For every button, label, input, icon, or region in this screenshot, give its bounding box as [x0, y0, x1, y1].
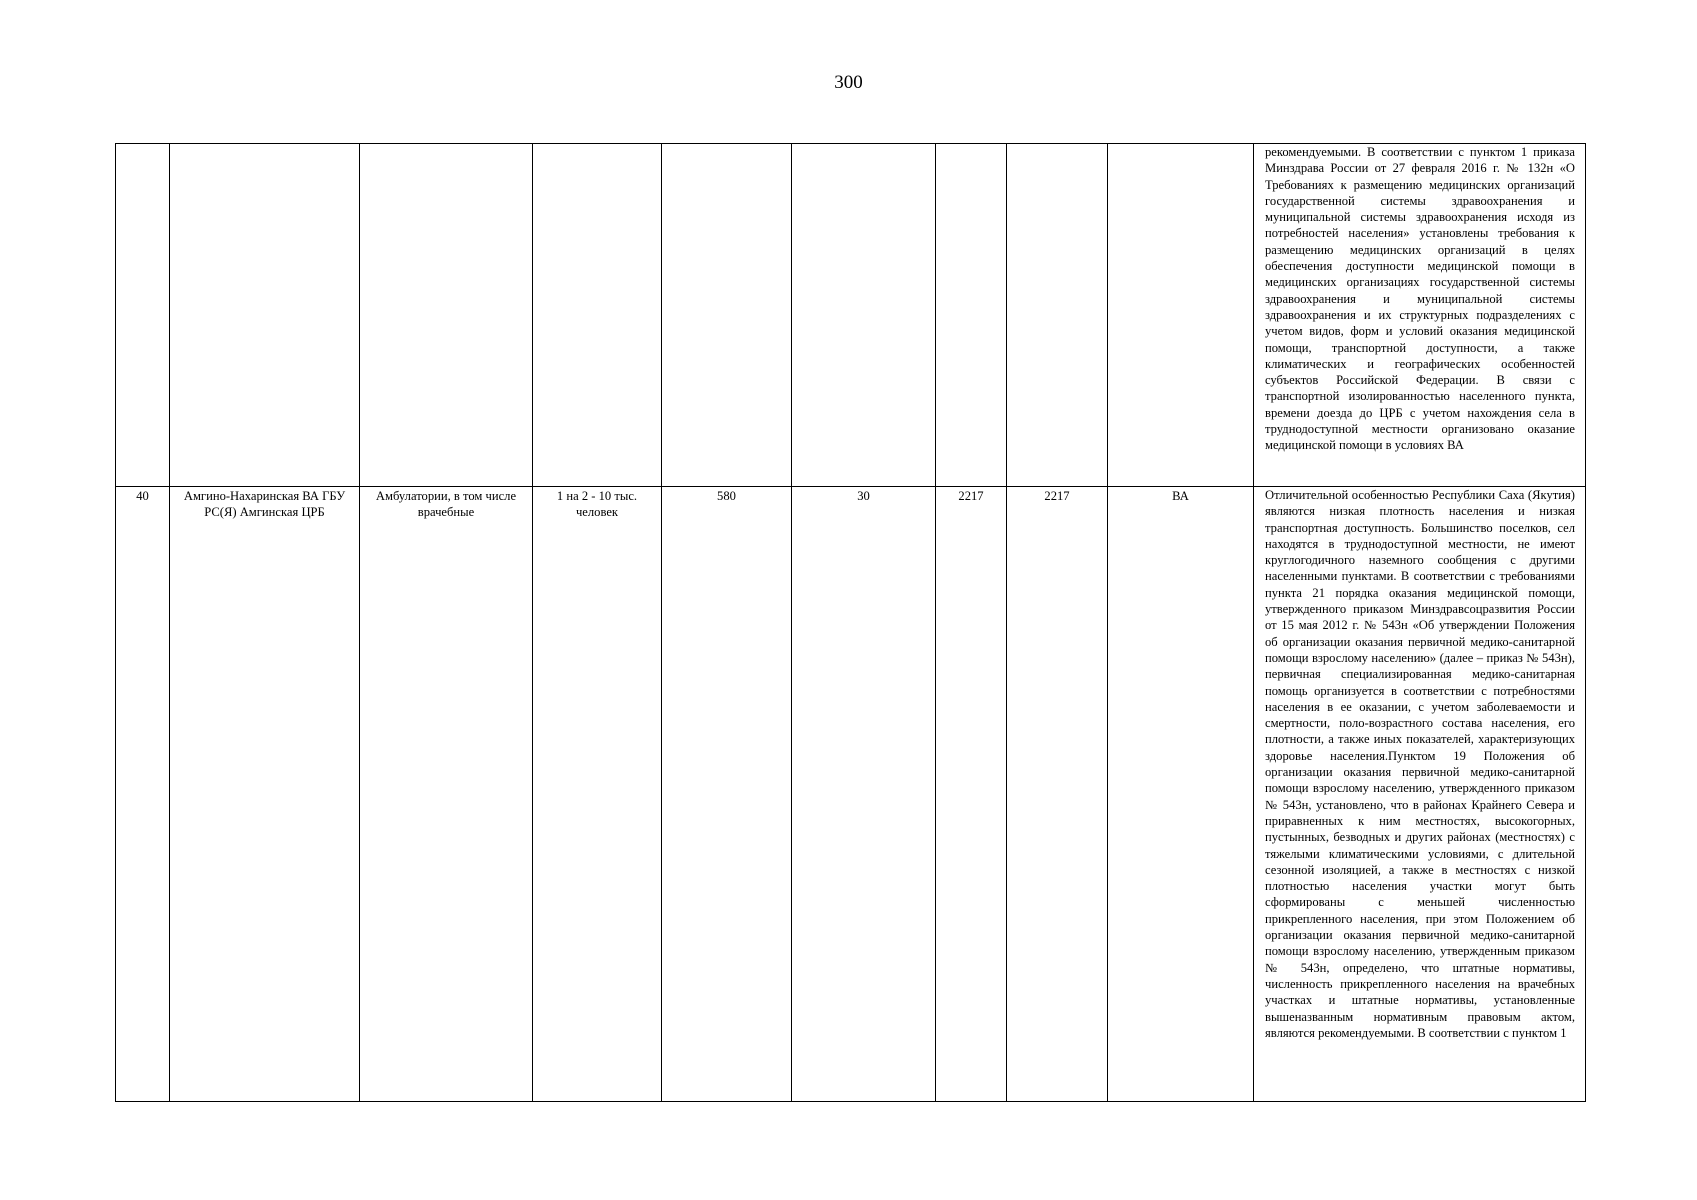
cell-type: Амбулатории, в том числе врачебные — [360, 487, 533, 1102]
cell-value-3: 2217 — [936, 487, 1007, 1102]
cell-value-5 — [1108, 144, 1254, 487]
cell-value-2 — [792, 144, 936, 487]
page-number: 300 — [834, 72, 863, 93]
cell-organization — [170, 144, 360, 487]
cell-value-1: 580 — [662, 487, 792, 1102]
cell-value-5: ВА — [1108, 487, 1254, 1102]
cell-norm — [533, 144, 662, 487]
cell-value-1 — [662, 144, 792, 487]
cell-organization: Амгино-Нахаринская ВА ГБУ РС(Я) Амгинская ЦРБ — [170, 487, 360, 1102]
cell-norm: 1 на 2 - 10 тыс. человек — [533, 487, 662, 1102]
cell-number: 40 — [116, 487, 170, 1102]
cell-justification: Отличительной особенностью Республики Саха (Якутия) являются низкая плотность населения и низкая транспортная доступность. Большинство поселков, сел находятся в труднодоступной местности, не имеют круглогодичного наземного сообщения с другими населенными пунктами. В соответствии с требованиями пункта 21 порядка оказания медицинской помощи, утвержденного приказом Минздравсоцразвития России от 15 мая 2012 г. № 543н «Об утверждении Положения об организации оказания первичной медико-санитарной помощи взрослому населению» (далее – приказ № 543н), первичная специализированная медико-санитарная помощь организуется в соответствии с потребностями населения в ее оказании, с учетом заболеваемости и смертности, поло-возрастного состава населения, его плотности, а также иных показателей, характеризующих здоровье населения.Пунктом 19 Положения об организации оказания первичной медико-санитарной помощи взрослому населению, утвержденного приказом № 543н, установлено, что в районах Крайнего Севера и приравненных к ним местностях, высокогорных, пустынных, безводных и других районах (местностях) с тяжелыми климатическими условиями, с длительной сезонной изоляцией, а также в местностях с низкой плотностью населения участки могут быть сформированы с меньшей численностью прикрепленного населения, при этом Положением об организации оказания первичной медико-санитарной помощи взрослому населению, утвержденным приказом № 543н, определено, что штатные нормативы, численность прикрепленного населения на врачебных участках и штатные нормативы, установленные вышеназванным нормативным правовым актом, являются рекомендуемыми. В соответствии с пунктом 1 — [1254, 487, 1586, 1102]
table-row — [116, 487, 1586, 1102]
cell-value-2: 30 — [792, 487, 936, 1102]
cell-value-4 — [1007, 144, 1108, 487]
cell-value-3 — [936, 144, 1007, 487]
cell-number — [116, 144, 170, 487]
table-row — [116, 144, 1586, 487]
data-table — [115, 143, 1586, 1102]
cell-type — [360, 144, 533, 487]
cell-justification: рекомендуемыми. В соответствии с пунктом 1 приказа Минздрава России от 27 февраля 2016 г. № 132н «О Требованиях к размещению медицинских организаций государственной системы здравоохранения и муниципальной системы здравоохранения исходя из потребностей населения» установлены требования к размещению медицинских организаций в целях обеспечения доступности медицинской помощи в медицинских организациях государственной системы здравоохранения и муниципальной системы здравоохранения и их структурных подразделениях с учетом видов, форм и условий оказания медицинской помощи, транспортной доступности, а также климатических и географических особенностей субъектов Российской Федерации. В связи с транспортной изолированностью населенного пункта, времени доезда до ЦРБ с учетом нахождения села в труднодоступной местности организовано оказание медицинской помощи в условиях ВА — [1254, 144, 1586, 487]
cell-value-4: 2217 — [1007, 487, 1108, 1102]
